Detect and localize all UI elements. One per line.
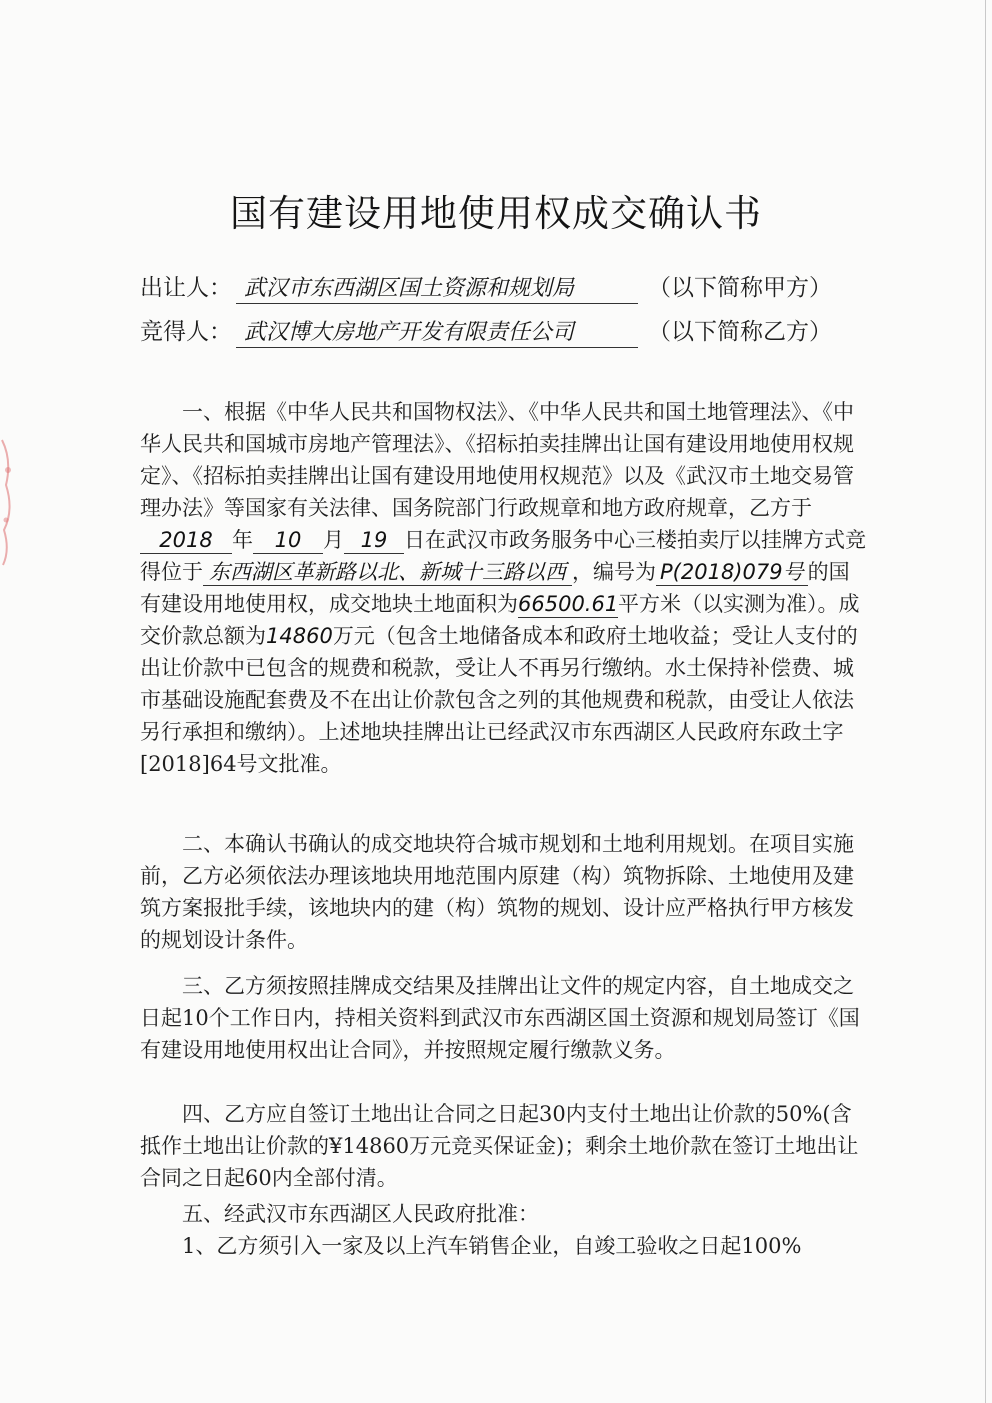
grantee-label: 竞得人： [140,319,232,345]
clause-1-text-b: 万元（包含土地储备成本和政府土地收益；受让人支付的出让价款中已包含的规费和税款，受让人不再另行缴纳。水土保持补偿费、城市基础设施配套费及不在出让价款包含之列的其他规费和税款，由受让人依法另行承担和缴纳）。上述地块挂牌出让已经武汉市东西湖区人民政府东政土字[2018]64号文批准。 [140,624,858,776]
parcel-area: 66500.61 [518,592,619,616]
bid-year: 2018 [140,527,232,554]
year-suffix: 年 [232,528,253,552]
clause-5-heading: 五、经武汉市东西湖区人民政府批准： [182,1202,539,1226]
grantor-line [140,272,832,304]
month-suffix: 月 [323,528,344,552]
clause-2 [140,828,870,956]
total-price: 14860 [266,624,333,648]
day-suffix: 日在武汉市政务服务中心三楼拍卖厅以挂牌方式竞得位于 [140,528,866,584]
clause-1-paragraph [140,396,870,780]
bid-month: 10 [253,527,323,554]
area-prefix: 的国有建设用地使用权，成交地块土地面积为 [140,560,850,616]
clause-5-item-1: 1、乙方须引入一家及以上汽车销售企业，自竣工验收之日起100% [182,1234,802,1258]
clause-2-paragraph: 二、本确认书确认的成交地块符合城市规划和土地利用规划。在项目实施前，乙方必须依法办理该地块用地范围内原建（构）筑物拆除、土地使用及建筑方案报批手续，该地块内的建（构）筑物的规划、设计应严格执行甲方核发的规划设计条件。 [140,832,854,952]
number-prefix: ，编号为 [572,560,656,584]
parcel-number: P(2018)079号 [656,559,808,586]
clause-1 [140,396,870,780]
parcel-location: 东西湖区革新路以北、新城十三路以西 [203,559,572,586]
document-title: 国有建设用地使用权成交确认书 [230,192,762,235]
bid-day: 19 [344,527,404,554]
clause-5 [140,1198,870,1262]
grantor-name: 武汉市东西湖区国土资源和规划局 [236,275,638,304]
seal-edge-mark [0,430,18,570]
clause-1-text-a: 一、根据《中华人民共和国物权法》、《中华人民共和国土地管理法》、《中华人民共和国城市房地产管理法》、《招标拍卖挂牌出让国有建设用地使用权规定》、《招标拍卖挂牌出让国有建设用地使用权规范》以及《武汉市土地交易管理办法》等国家有关法律、国务院部门行政规章和地方政府规章，乙方于 [140,400,854,520]
grantor-suffix: （以下简称甲方） [648,275,832,301]
grantee-suffix: （以下简称乙方） [648,319,832,345]
grantor-label: 出让人： [140,275,232,301]
clause-4-paragraph: 四、乙方应自签订土地出让合同之日起30内支付土地出让价款的50%(含抵作土地出让价款的¥14860万元竞买保证金)；剩余土地价款在签订土地出让合同之日起60内全部付清。 [140,1102,859,1190]
clause-3-paragraph: 三、乙方须按照挂牌成交结果及挂牌出让文件的规定内容，自土地成交之日起10个工作日内，持相关资料到武汉市东西湖区国土资源和规划局签订《国有建设用地使用权出让合同》，并按照规定履行缴款义务。 [140,974,860,1062]
area-suffix: 平方米（以实测为准）。成交价款总额为 [140,592,860,648]
clause-4 [140,1098,870,1194]
clause-3 [140,970,870,1066]
grantee-name: 武汉博大房地产开发有限责任公司 [236,319,638,348]
grantee-line [140,316,832,348]
